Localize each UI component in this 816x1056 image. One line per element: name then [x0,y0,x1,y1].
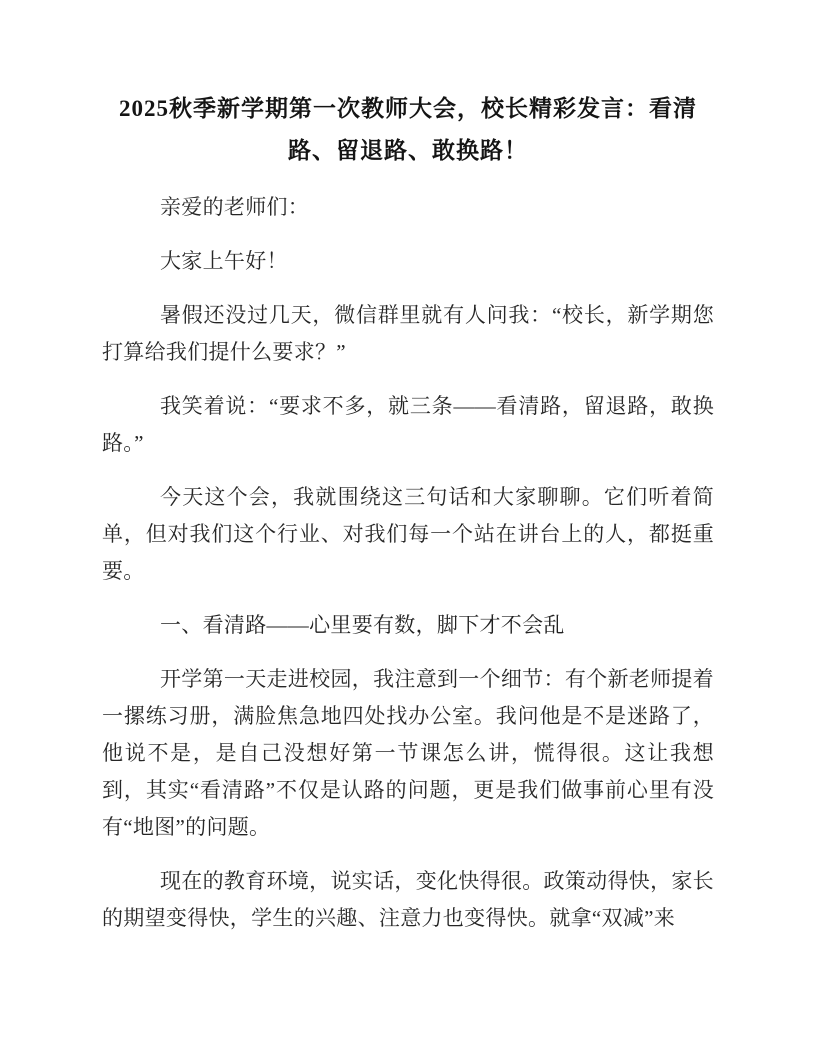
paragraph: 开学第一天走进校园，我注意到一个细节：有个新老师提着一摞练习册，满脸焦急地四处找办公室。我问他是不是迷路了，他说不是，是自己没想好第一节课怎么讲，慌得很。这让我想到，其实“看清路”不仅是认路的问题，更是我们做事前心里有没有“地图”的问题。 [102,667,714,839]
paragraph: 大家上午好！ [160,249,288,273]
paragraph: 今天这个会，我就围绕这三句话和大家聊聊。它们听着简单，但对我们这个行业、对我们每一个站在讲台上的人，都挺重要。 [102,485,714,583]
paragraph: 现在的教育环境，说实话，变化快得很。政策动得快，家长的期望变得快，学生的兴趣、注意力也变得快。就拿“双减”来 [102,869,714,930]
document-body [102,189,714,937]
paragraph: 暑假还没过几天，微信群里就有人问我：“校长，新学期您打算给我们提什么要求？” [102,303,714,364]
paragraph: 我笑着说：“要求不多，就三条——看清路，留退路，敢换路。” [102,394,714,455]
document-title: 2025秋季新学期第一次教师大会，校长精彩发言：看清路、留退路、敢换路！ [119,96,697,163]
paragraph: 亲爱的老师们： [160,195,310,219]
section-heading: 一、看清路——心里要有数，脚下才不会乱 [160,613,565,637]
